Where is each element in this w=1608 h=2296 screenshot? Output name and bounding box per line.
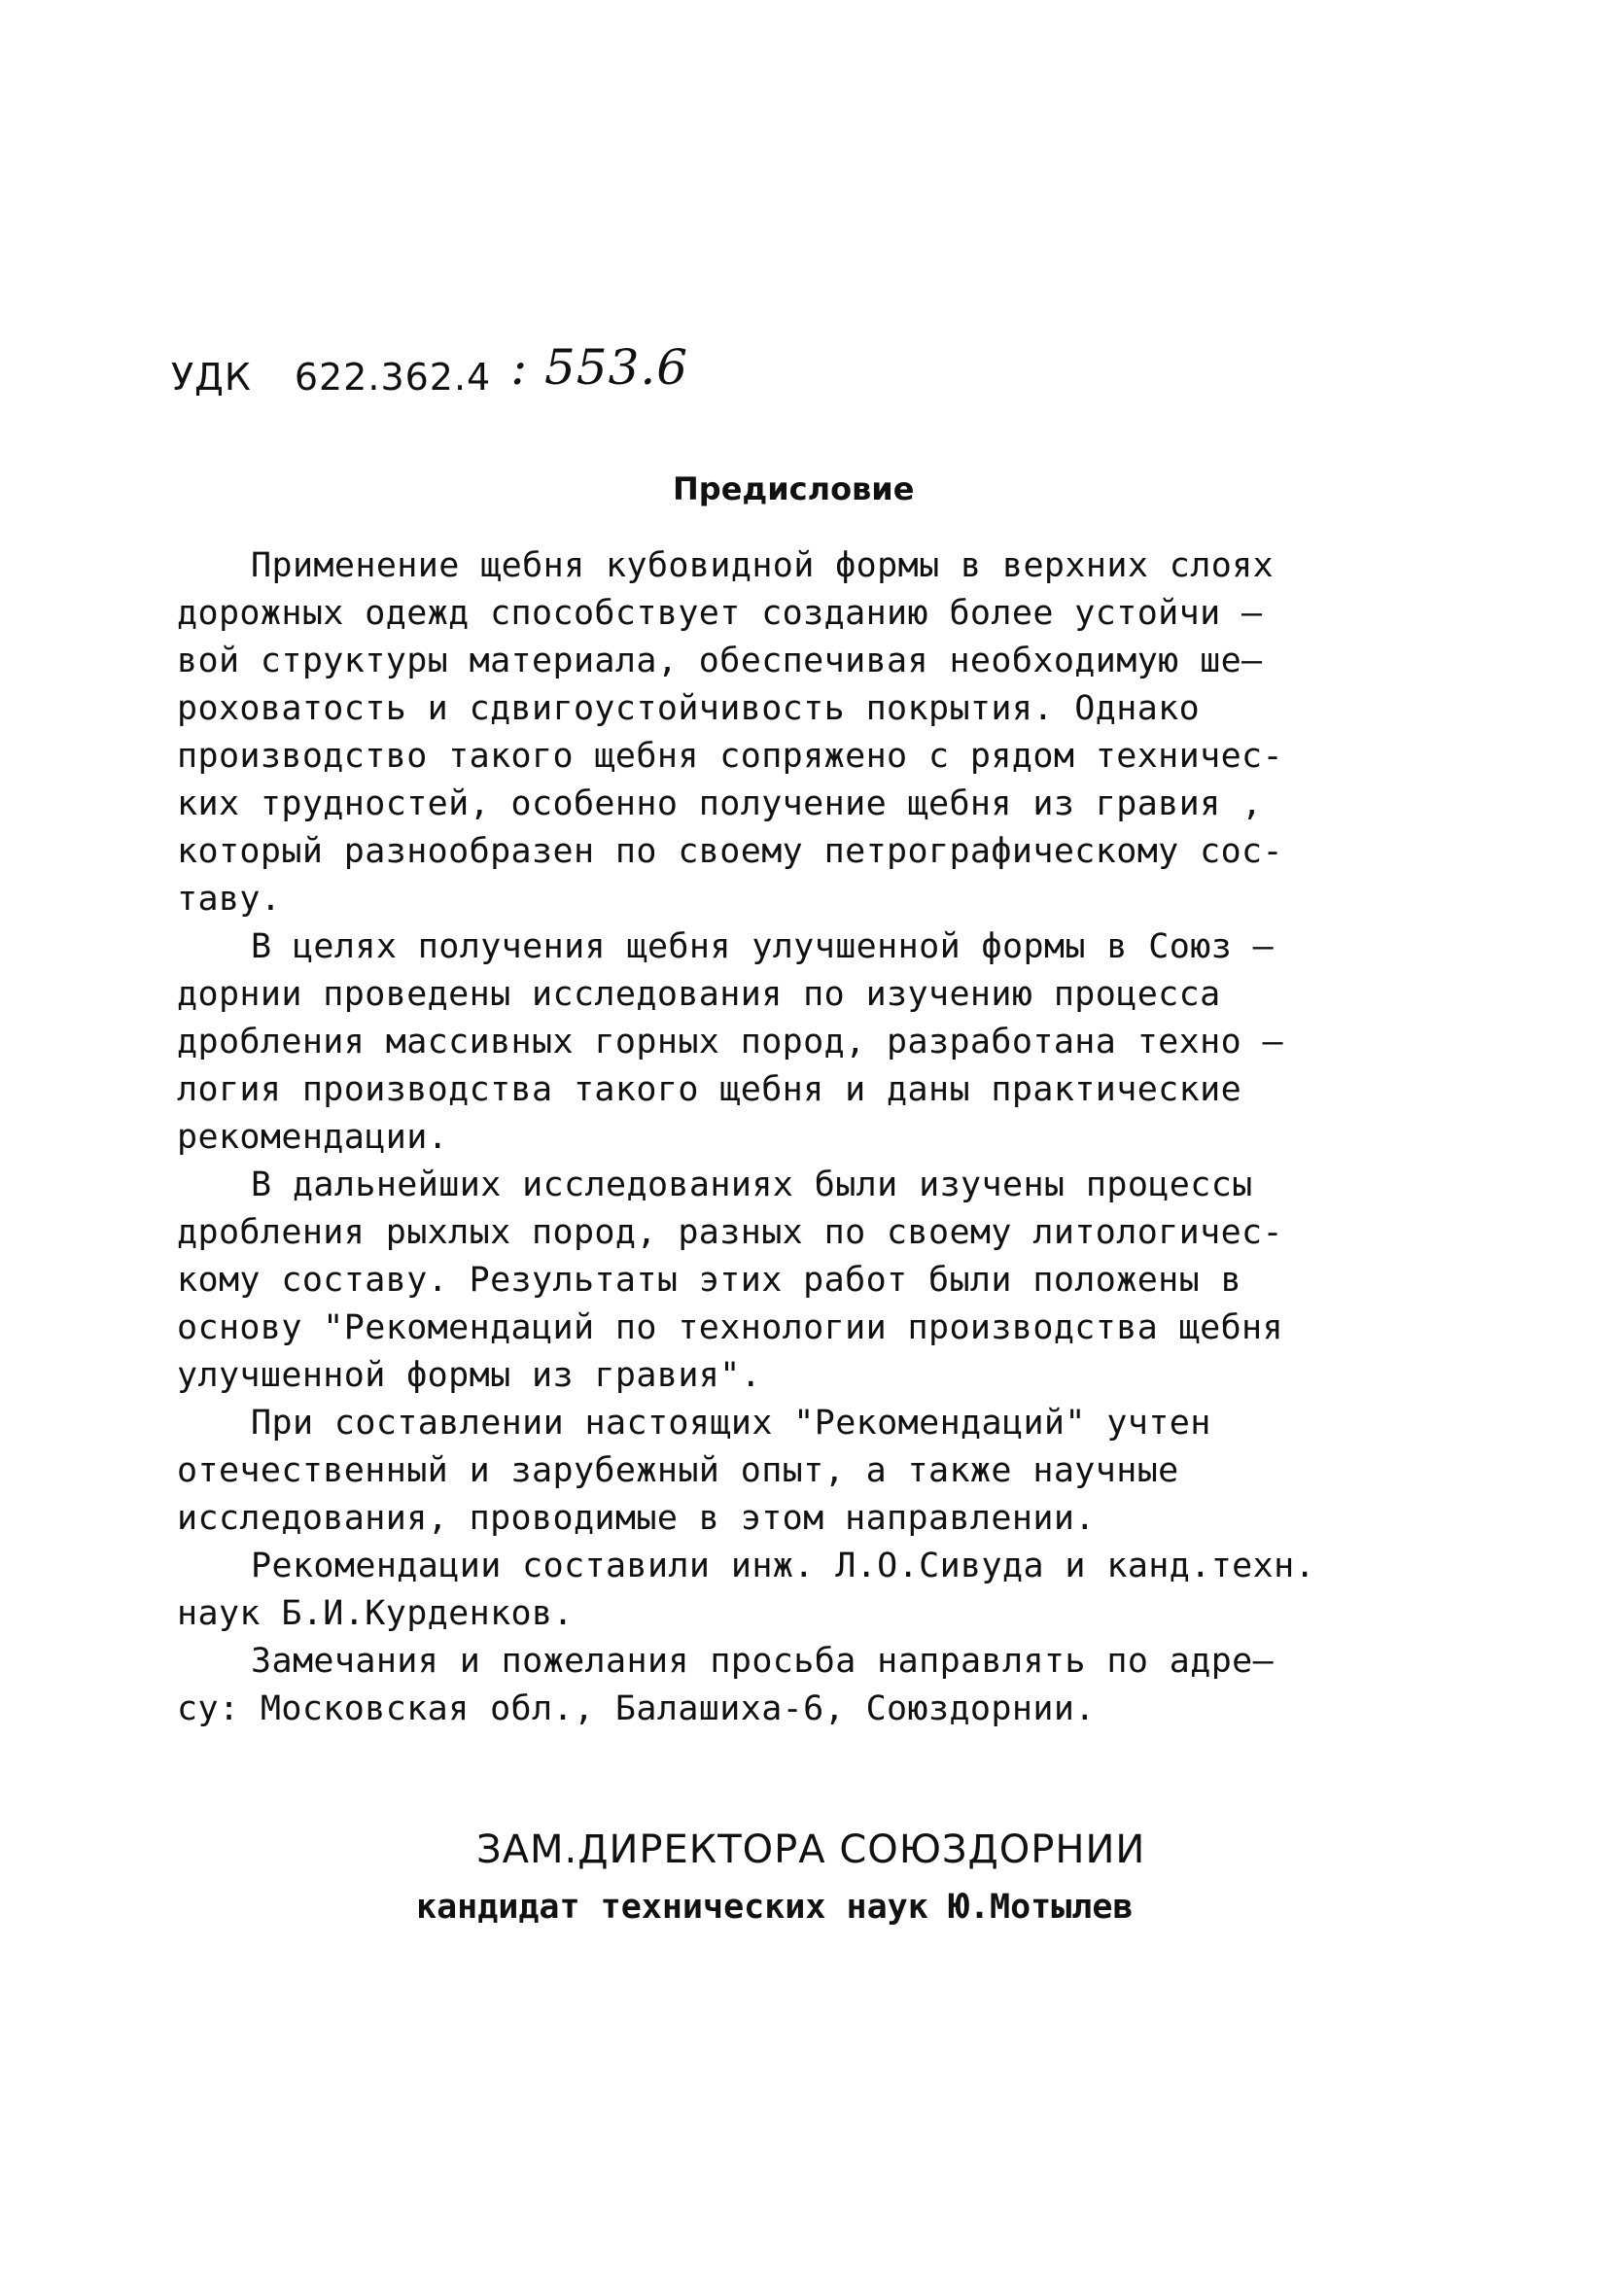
udk-label: УДК xyxy=(171,356,252,399)
udk-line xyxy=(171,339,689,401)
text-line: производство такого щебня сопряжено с рядом техничес- xyxy=(177,737,1284,776)
text-line: дорожных одежд способствует созданию более устойчи – xyxy=(177,594,1263,633)
text-line: дробления рыхлых пород, разных по своему литологичес- xyxy=(177,1213,1284,1252)
text-line: В дальнейших исследованиях были изучены процессы xyxy=(251,1165,1253,1204)
text-line: роховатость и сдвигоустойчивость покрытия. Однако xyxy=(177,689,1201,728)
text-line: ких трудностей, особенно получение щебня из гравия , xyxy=(177,784,1263,823)
text-line: Применение щебня кубовидной формы в верхних слоях xyxy=(251,546,1275,585)
text-line: основу "Рекомендаций по технологии производства щебня xyxy=(177,1308,1284,1347)
text-line: кому составу. Результаты этих работ были положены в xyxy=(177,1261,1242,1300)
text-line: исследования, проводимые в этом направлении. xyxy=(177,1499,1096,1538)
text-line: дорнии проведены исследования по изучению процесса xyxy=(177,975,1221,1014)
text-line: наук Б.И.Курденков. xyxy=(177,1594,574,1633)
text-line: который разнообразен по своему петрографическому сос- xyxy=(177,832,1284,871)
signature-position: ЗАМ.ДИРЕКТОРА СОЮЗДОРНИИ xyxy=(476,1827,1146,1872)
text-line: таву. xyxy=(177,880,282,919)
text-line: логия производства такого щебня и даны практические xyxy=(177,1070,1242,1109)
text-line: вой структуры материала, обеспечивая необходимую ше– xyxy=(177,642,1263,680)
text-line: дробления массивных горных пород, разработана техно – xyxy=(177,1023,1284,1061)
text-line: отечественный и зарубежный опыт, а также научные xyxy=(177,1451,1179,1490)
text-line: су: Московская обл., Балашиха-6, Союздорнии. xyxy=(177,1689,1096,1728)
udk-handwritten-annotation: : 553.6 xyxy=(510,339,689,396)
preface-body xyxy=(177,542,1441,1733)
udk-code: 622.362.4 xyxy=(294,356,492,399)
text-line: При составлении настоящих "Рекомендаций" учтен xyxy=(251,1404,1211,1443)
text-line: В целях получения щебня улучшенной формы в Союз – xyxy=(251,927,1275,966)
text-line: рекомендации. xyxy=(177,1118,449,1157)
text-line: Рекомендации составили инж. Л.О.Сивуда и канд.техн. xyxy=(251,1547,1316,1585)
text-line: улучшенной формы из гравия". xyxy=(177,1356,762,1395)
signature-name: кандидат технических наук Ю.Мотылев xyxy=(416,1888,1134,1927)
page-title: Предисловие xyxy=(673,470,915,507)
text-line: Замечания и пожелания просьба направлять по адре– xyxy=(251,1642,1275,1681)
